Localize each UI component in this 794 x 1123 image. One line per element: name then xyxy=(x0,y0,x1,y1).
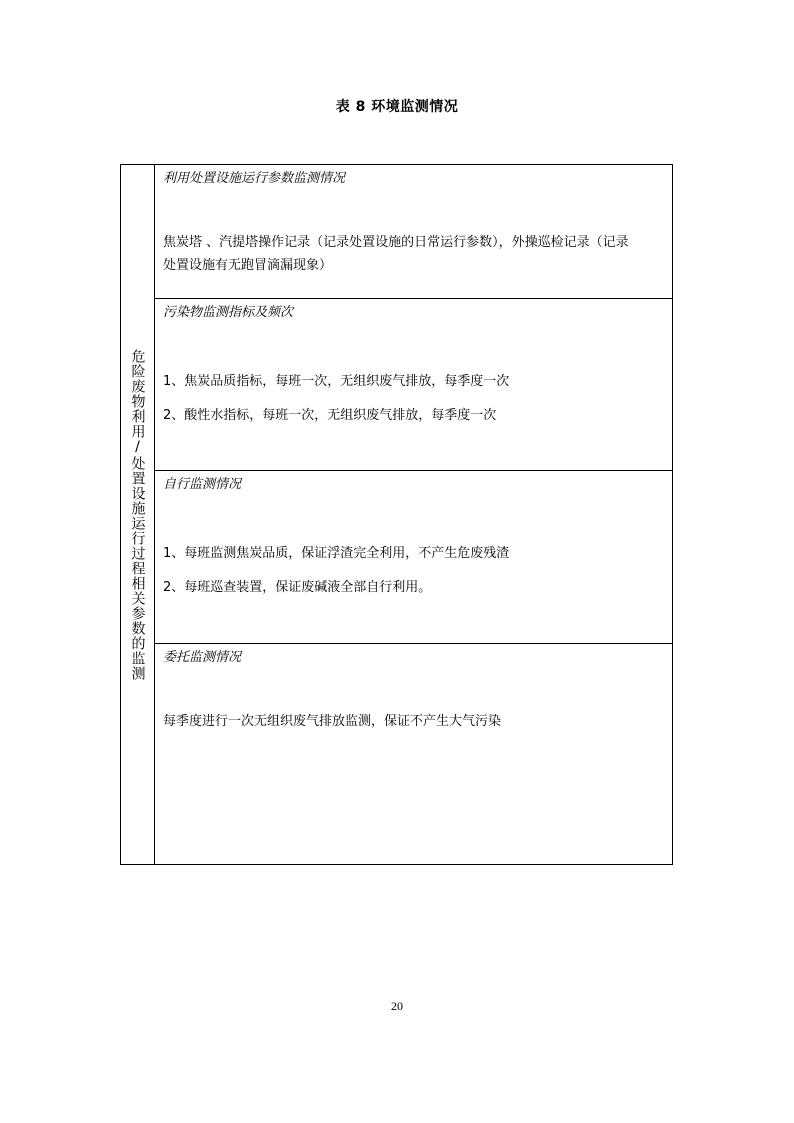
section-body xyxy=(163,710,664,733)
body-line: 1、焦炭品质指标，每班一次，无组织废气排放，每季度一次 xyxy=(163,374,510,389)
page-number: 20 xyxy=(391,999,403,1013)
section-self-monitoring xyxy=(155,471,672,644)
section-entrusted-monitoring xyxy=(155,644,672,864)
section-title: 利用处置设施运行参数监测情况 xyxy=(163,171,346,186)
section-pollutant-indicators xyxy=(155,299,672,471)
section-body xyxy=(163,537,664,605)
section-body xyxy=(163,231,664,277)
page-title: 表 8 环境监测情况 xyxy=(335,99,459,115)
monitoring-table xyxy=(120,164,673,865)
section-title: 自行监测情况 xyxy=(163,477,242,492)
row-header-label: 危险废物利用/处置设施运行过程相关参数的监测 xyxy=(129,348,146,681)
body-line: 每季度进行一次无组织废气排放监测，保证不产生大气污染 xyxy=(163,714,502,729)
body-line: 处置设施有无跑冒滴漏现象） xyxy=(163,258,333,273)
section-title: 污染物监测指标及频次 xyxy=(163,305,294,320)
row-header-cell xyxy=(121,165,155,864)
body-line: 2、酸性水指标，每班一次，无组织废气排放，每季度一次 xyxy=(163,408,497,423)
body-line: 2、每班巡查装置，保证废碱液全部自行利用。 xyxy=(163,580,432,595)
section-title: 委托监测情况 xyxy=(163,650,242,665)
body-line: 焦炭塔 、汽提塔操作记录（记录处置设施的日常运行参数），外操巡检记录（记录 xyxy=(163,235,629,250)
section-body xyxy=(163,365,664,433)
content-column xyxy=(155,165,672,864)
body-line: 1、每班监测焦炭品质，保证浮渣完全利用，不产生危废残渣 xyxy=(163,546,510,561)
section-operating-parameters xyxy=(155,165,672,299)
